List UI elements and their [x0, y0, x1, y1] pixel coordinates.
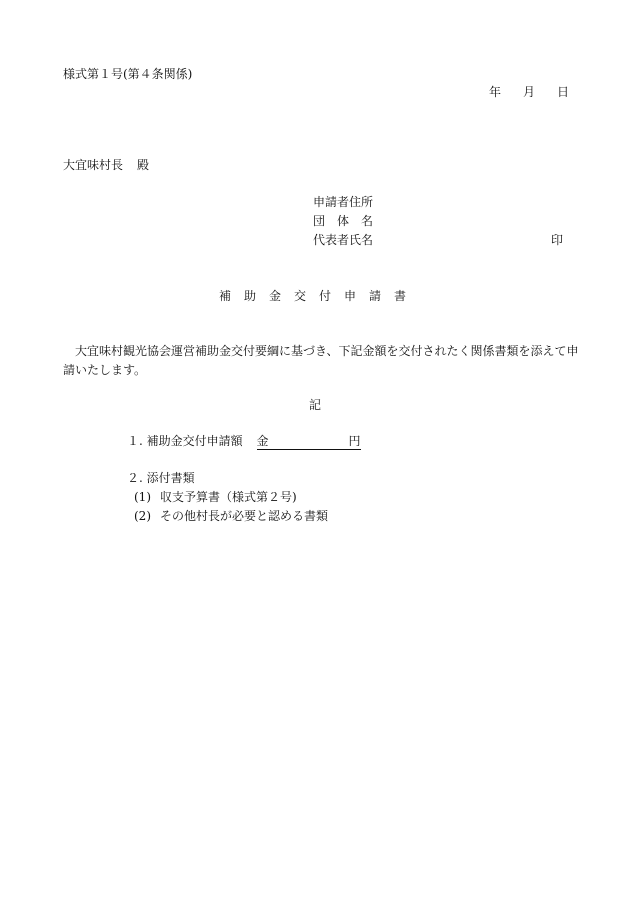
body-paragraph: 大宜味村観光協会運営補助金交付要綱に基づき、下記金額を交付されたく関係書類を添えて申請いたします。	[63, 344, 579, 377]
addressee	[63, 158, 149, 172]
applicant-block	[313, 195, 373, 252]
ki-heading: 記	[308, 398, 321, 412]
attachment-item	[134, 490, 297, 504]
date-month-label: 月	[523, 85, 536, 99]
date-year-label: 年	[489, 85, 502, 99]
seal-mark: 印	[551, 233, 564, 247]
applicant-address-label: 申請者住所	[313, 195, 374, 209]
applicant-representative-label: 代表者氏名	[313, 233, 374, 247]
addressee-name: 大宜味村長	[63, 158, 124, 172]
date-line	[489, 85, 569, 99]
attachment-item	[134, 509, 328, 523]
attachment-number: (2)	[134, 509, 151, 523]
document-title: 補助金交付申請書	[218, 289, 419, 303]
attachment-number: (1)	[134, 490, 151, 504]
form-number: 様式第１号(第４条関係)	[63, 67, 193, 81]
applicant-group-label: 団 体 名	[313, 214, 374, 228]
item-application-amount	[127, 434, 361, 450]
item2-label: 添付書類	[146, 471, 195, 485]
item1-label: 補助金交付申請額	[146, 434, 243, 448]
body-text	[63, 342, 583, 380]
amount-prefix: 金	[256, 434, 269, 448]
attachment-text: 収支予算書（様式第２号)	[160, 490, 297, 504]
amount-field	[257, 434, 361, 450]
item1-number: １.	[127, 434, 143, 448]
item2-number: ２.	[127, 471, 143, 485]
amount-unit: 円	[348, 434, 361, 448]
date-day-label: 日	[557, 85, 570, 99]
attachment-text: その他村長が必要と認める書類	[160, 509, 329, 523]
addressee-honorific: 殿	[137, 158, 150, 172]
item-attachments	[127, 471, 195, 485]
